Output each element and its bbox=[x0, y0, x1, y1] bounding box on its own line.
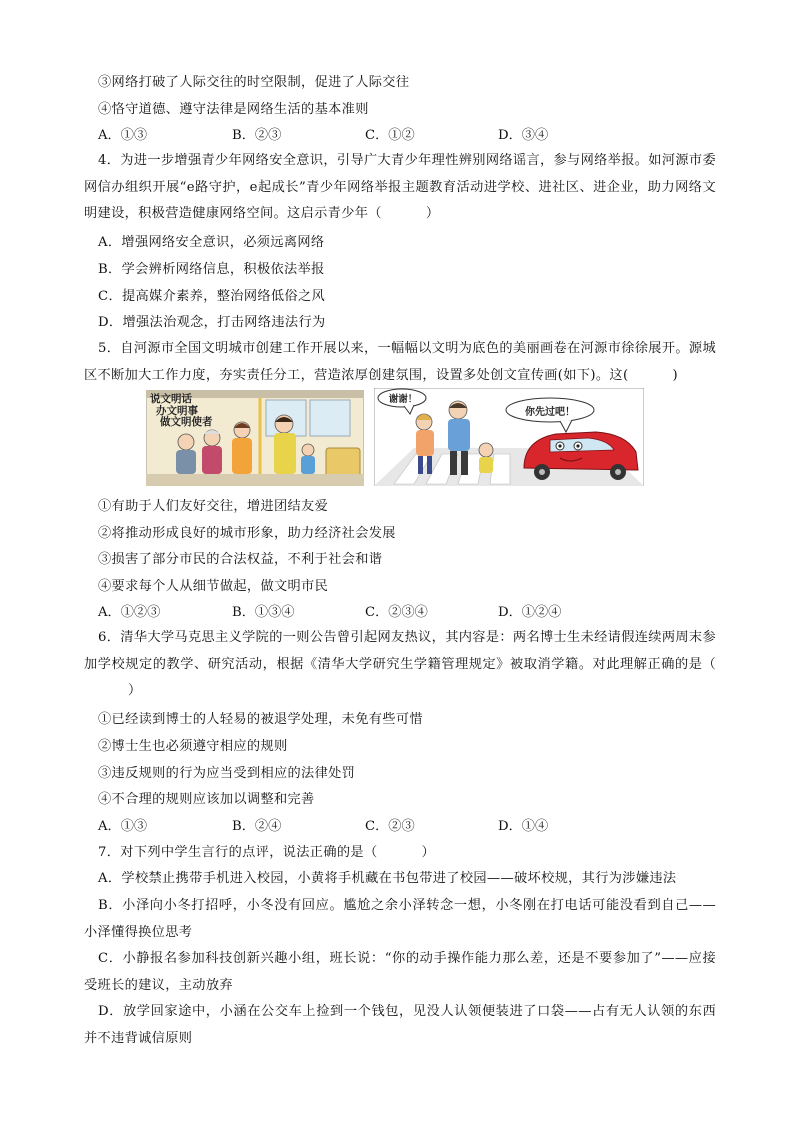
q6-stem bbox=[84, 625, 716, 705]
q7-option-a: A．学校禁止携带手机进入校园，小黄将手机藏在书包带进了校园——破坏校规，其行为涉嫌违法 bbox=[98, 871, 677, 886]
q5-statement-3: ③损害了部分市民的合法权益，不利于社会和谐 bbox=[98, 552, 383, 567]
q3-option-b: B．②③ bbox=[232, 128, 282, 143]
q3-statement-3: ③网络打破了人际交往的时空限制，促进了人际交往 bbox=[98, 75, 410, 90]
q3-option-a: A．①③ bbox=[98, 128, 148, 143]
q5-statement-1: ①有助于人们友好交往，增进团结友爱 bbox=[98, 499, 329, 514]
q6-stem-paren: ） bbox=[128, 683, 142, 699]
slogan-line-1: 说文明话 bbox=[150, 393, 192, 405]
q6-statement-3: ③违反规则的行为应当受到相应的法律处罚 bbox=[98, 766, 356, 781]
q6-statement-1: ①已经读到博士的人轻易的被退学处理，未免有些可惜 bbox=[98, 712, 423, 727]
q4-option-c: C．提高媒介素养，整治网络低俗之风 bbox=[98, 289, 326, 304]
q4-stem-paren: ） bbox=[425, 206, 440, 222]
slogan-line-3: 做文明使者 bbox=[160, 416, 213, 428]
bubble-thanks: 谢谢！ bbox=[388, 394, 418, 405]
q5-stem bbox=[84, 336, 716, 389]
q5-option-c: C．②③④ bbox=[365, 605, 428, 620]
q3-statement-4: ④恪守道德、遵守法律是网络生活的基本准则 bbox=[98, 102, 369, 117]
q5-option-b: B．①③④ bbox=[232, 605, 295, 620]
q5-statement-2: ②将推动形成良好的城市形象，助力经济社会发展 bbox=[98, 526, 396, 541]
q4-option-a: A．增强网络安全意识，必须远离网络 bbox=[98, 235, 325, 250]
q5-option-a: A．①②③ bbox=[98, 605, 161, 620]
q7-option-d: D．放学回家途中，小涵在公交车上捡到一个钱包，见没人认领便装进了口袋——占有无人认领的东西并不违背诚信原则 bbox=[84, 1004, 716, 1046]
q4-option-d: D．增强法治观念，打击网络违法行为 bbox=[98, 315, 326, 330]
q7-stem-text: 7．对下列中学生言行的点评，说法正确的是（ bbox=[98, 845, 378, 860]
q6-option-b: B．②④ bbox=[232, 819, 282, 834]
q6-option-d: D．①④ bbox=[498, 819, 549, 834]
q4-stem bbox=[84, 148, 716, 228]
slogan-line-2: 办文明事 bbox=[156, 404, 198, 417]
q7-option-c: C．小静报名参加科技创新兴趣小组，班长说：“你的动手操作能力那么差，还是不要参加了”——应接受班长的建议，主动放弃 bbox=[84, 951, 716, 993]
poster-slogan bbox=[150, 394, 226, 429]
bubble-after-you: 你先过吧！ bbox=[525, 407, 575, 418]
q7-option-b: B．小泽向小冬打招呼，小冬没有回应。尴尬之余小泽转念一想，小冬刚在打电话可能没看到自己——小泽懂得换位思考 bbox=[84, 898, 716, 940]
q7-stem bbox=[84, 840, 716, 867]
q4-stem-text: 4．为进一步增强青少年网络安全意识，引导广大青少年理性辨别网络谣言，参与网络举报。如河源市委网信办组织开展“e路守护，e起成长”青少年网络举报主题教育活动进学校、进社区、进企业，助力网络文明建设，积极营造健康网络空间。这启示青少年（ bbox=[84, 153, 716, 222]
q7-stem-paren: ） bbox=[421, 845, 436, 860]
q3-option-d: D．③④ bbox=[498, 128, 549, 143]
q3-option-c: C．①② bbox=[365, 128, 415, 143]
q6-options bbox=[98, 818, 718, 836]
q3-options bbox=[98, 127, 718, 145]
q6-option-a: A．①③ bbox=[98, 819, 148, 834]
q6-option-c: C．②③ bbox=[365, 819, 415, 834]
q5-statement-4: ④要求每个人从细节做起，做文明市民 bbox=[98, 579, 329, 594]
q5-stem-text: 5．自河源市全国文明城市创建工作开展以来，一幅幅以文明为底色的美丽画卷在河源市徐徐展开。源城区不断加大工作力度，夯实责任分工，营造浓厚创建氛围，设置多处创文宣传画(如下)。这( bbox=[84, 341, 716, 383]
q5-options bbox=[98, 604, 718, 622]
q6-statement-2: ②博士生也必须遵守相应的规则 bbox=[98, 739, 288, 754]
q4-option-b: B．学会辨析网络信息，积极依法举报 bbox=[98, 262, 325, 277]
q5-stem-paren: ) bbox=[672, 367, 678, 383]
q6-stem-text: 6．清华大学马克思主义学院的一则公告曾引起网友热议，其内容是：两名博士生未经请假连续两周末参加学校规定的教学、研究活动，根据《清华大学研究生学籍管理规定》被取消学籍。对此理解正确的是（ bbox=[84, 630, 716, 672]
q6-statement-4: ④不合理的规则应该加以调整和完善 bbox=[98, 792, 315, 807]
q5-option-d: D．①②④ bbox=[498, 605, 562, 620]
